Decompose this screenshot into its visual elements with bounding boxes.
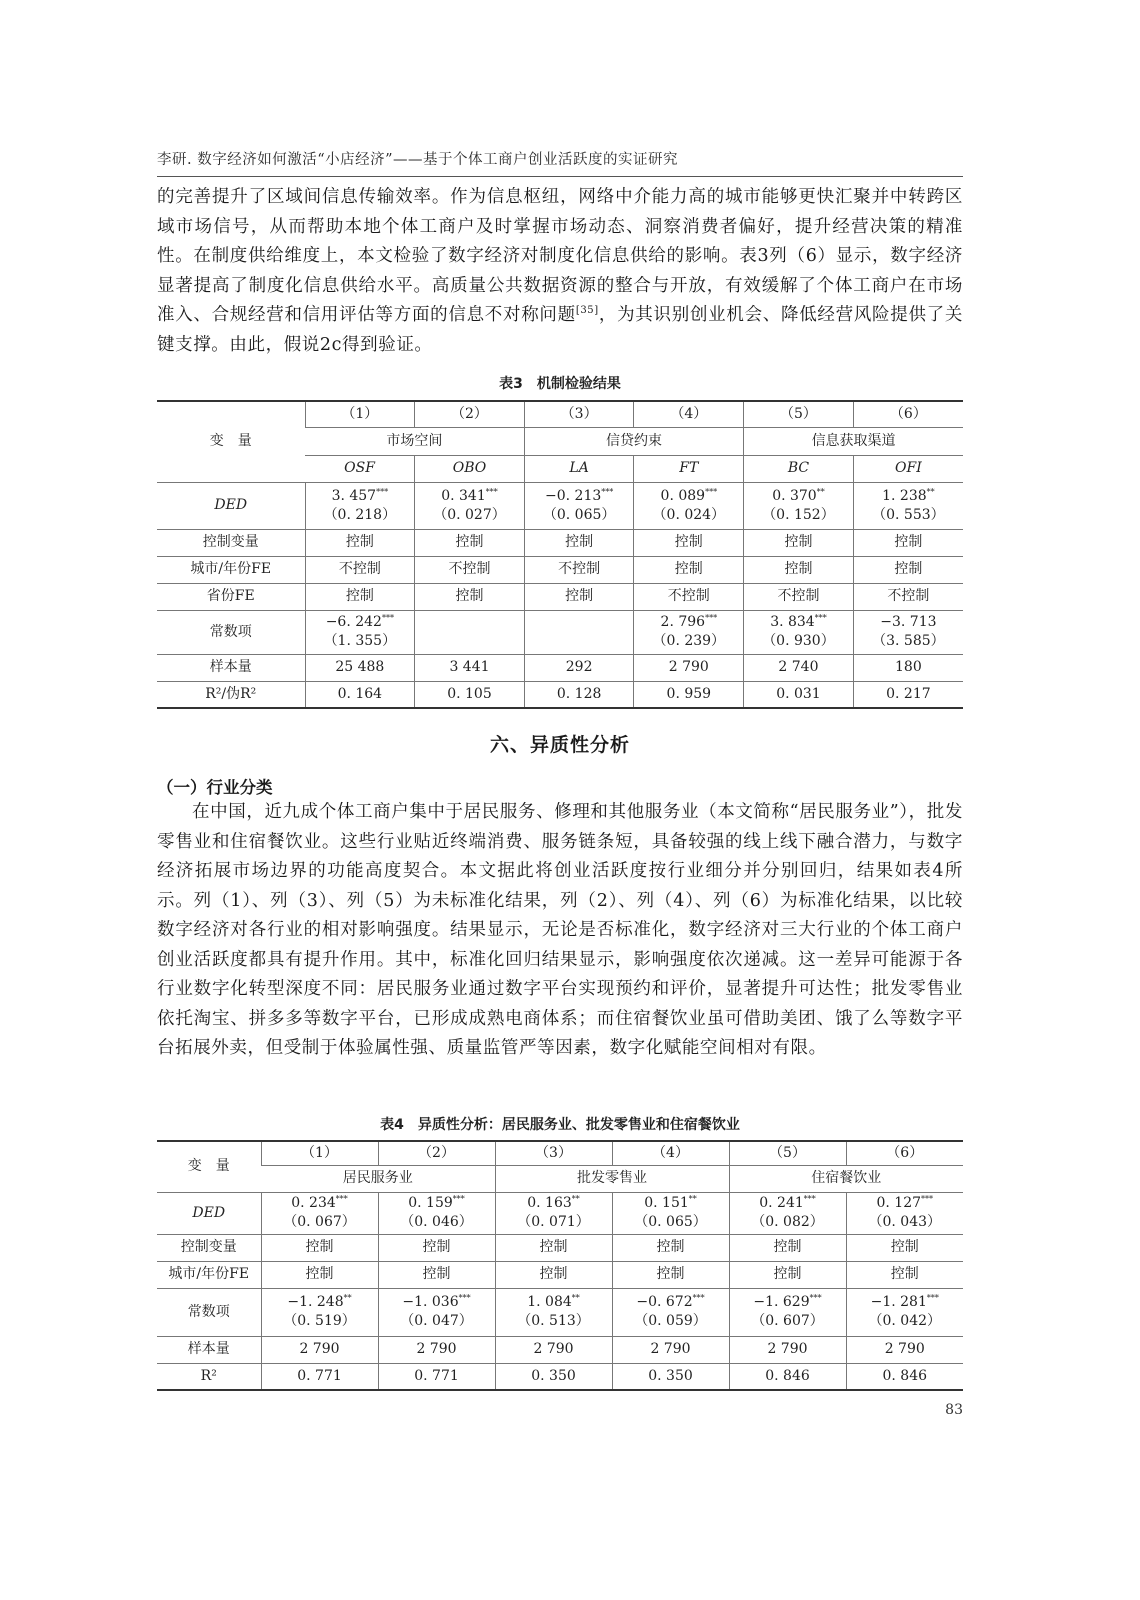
table3-cell: 控制 [744, 529, 854, 556]
table3-cell [853, 482, 963, 529]
table3-colnum: （5） [744, 401, 854, 427]
coefficient: 3. 457 [331, 487, 377, 504]
table3-cell: 不控制 [744, 583, 854, 610]
significance-stars: ** [571, 1293, 580, 1303]
significance-stars: *** [814, 613, 827, 623]
page-number: 83 [945, 1402, 963, 1418]
significance-stars: *** [803, 1194, 816, 1204]
coefficient: 0. 127 [876, 1195, 922, 1211]
standard-error: （0. 042） [868, 1313, 942, 1329]
coefficient: −1. 629 [753, 1294, 810, 1310]
table4-cell: 0. 846 [729, 1363, 846, 1390]
table3-row-label: R²/伪R² [157, 681, 305, 708]
significance-stars: *** [705, 486, 718, 496]
table4-cell [729, 1192, 846, 1234]
standard-error: （0. 218） [323, 506, 397, 523]
table4-var-header: 变 量 [157, 1141, 261, 1192]
table4-colnum: （3） [495, 1141, 612, 1165]
table4-row [157, 1234, 963, 1261]
table3-cell: 不控制 [415, 556, 525, 583]
table3-cell [415, 610, 525, 654]
table3-cell: 0. 959 [634, 681, 744, 708]
standard-error: （0. 043） [868, 1214, 942, 1230]
standard-error: （1. 355） [323, 633, 397, 649]
table3-var-header: 变 量 [157, 401, 305, 482]
table4-row [157, 1261, 963, 1288]
table4-cell: 控制 [846, 1261, 963, 1288]
standard-error: （0. 553） [872, 506, 945, 523]
table4-cell [495, 1192, 612, 1234]
table4-cell: 2 790 [261, 1336, 378, 1363]
table3-cell: 0. 031 [744, 681, 854, 708]
table4-colnum: （6） [846, 1141, 963, 1165]
significance-stars: ** [926, 486, 935, 496]
coefficient: 0. 370 [772, 487, 817, 504]
table4-heterogeneity-results [157, 1140, 963, 1391]
significance-stars: ** [343, 1293, 352, 1303]
table3-row-label: 控制变量 [157, 529, 305, 556]
table3-colnum: （6） [853, 401, 963, 427]
table4-cell [729, 1288, 846, 1336]
table3-depvar: OFI [853, 455, 963, 482]
table3-cell: 控制 [634, 529, 744, 556]
significance-stars: ** [816, 486, 825, 496]
standard-error: （0. 047） [400, 1313, 473, 1329]
table3-cell: 控制 [524, 529, 634, 556]
table4-cell [846, 1192, 963, 1234]
significance-stars: *** [376, 486, 389, 496]
table3-cell [634, 482, 744, 529]
table3-cell [305, 482, 415, 529]
standard-error: （0. 046） [400, 1214, 473, 1230]
table4-cell: 控制 [729, 1234, 846, 1261]
table4-row-label: 城市/年份FE [157, 1261, 261, 1288]
paragraph-industry-classification: 在中国，近九成个体工商户集中于居民服务、修理和其他服务业（本文简称“居民服务业”），批发零售业和住宿餐饮业。这些行业贴近终端消费、服务链条短，具备较强的线上线下融合潜力，与数字经济拓展市场边界的功能高度契合。本文据此将创业活跃度按行业细分并分别回归，结果如表4所示。列（1）、列（3）、列（5）为未标准化结果，列（2）、列（4）、列（6）为标准化结果，以比较数字经济对各行业的相对影响强度。结果显示，无论是否标准化，数字经济对三大行业的个体工商户创业活跃度都具有提升作用。其中，标准化回归结果显示，影响强度依次递减。这一差异可能源于各行业数字化转型深度不同：居民服务业通过数字平台实现预约和评价，显著提升可达性；批发零售业依托淘宝、拼多多等数字平台，已形成成熟电商体系；而住宿餐饮业虽可借助美团、饿了么等数字平台拓展外卖，但受制于体验属性强、质量监管严等因素，数字化赋能空间相对有限。 [157, 802, 963, 1058]
table3-cell: 0. 128 [524, 681, 634, 708]
standard-error: （3. 585） [872, 633, 945, 649]
table3-cell: 不控制 [634, 583, 744, 610]
table3-row-label: 城市/年份FE [157, 556, 305, 583]
standard-error: （0. 071） [517, 1214, 590, 1230]
table3-cell: 控制 [415, 583, 525, 610]
coefficient: 1. 084 [527, 1294, 572, 1310]
table4-cell: 0. 771 [378, 1363, 495, 1390]
table3-colnum: （3） [524, 401, 634, 427]
table4-caption: 表4 异质性分析：居民服务业、批发零售业和住宿餐饮业 [380, 1117, 740, 1133]
coefficient: 0. 241 [759, 1195, 804, 1211]
table4-cell: 控制 [612, 1234, 729, 1261]
table4-cell: 2 790 [612, 1336, 729, 1363]
standard-error: （0. 024） [652, 506, 726, 523]
table4-cell [495, 1288, 612, 1336]
table4-cell: 控制 [846, 1234, 963, 1261]
table3-cell [524, 610, 634, 654]
table4-cell [261, 1192, 378, 1234]
significance-stars: *** [335, 1194, 348, 1204]
table3-cell: 不控制 [524, 556, 634, 583]
table4-row [157, 1336, 963, 1363]
coefficient: 2. 796 [660, 614, 706, 630]
table3-depvar: OSF [305, 455, 415, 482]
table4-group-header: 批发零售业 [495, 1165, 729, 1192]
table3-mechanism-results [157, 400, 963, 709]
table3-cell: 控制 [415, 529, 525, 556]
table3-depvar: FT [634, 455, 744, 482]
standard-error: （0. 519） [283, 1313, 356, 1329]
coefficient: −3. 713 [880, 614, 937, 630]
significance-stars: *** [601, 486, 614, 496]
table4-row-label: DED [157, 1192, 261, 1234]
table4-cell: 控制 [495, 1261, 612, 1288]
table4-cell [261, 1288, 378, 1336]
table3-cell: 0. 164 [305, 681, 415, 708]
table3-cell: 180 [853, 654, 963, 681]
standard-error: （0. 059） [634, 1313, 707, 1329]
coefficient: −0. 672 [636, 1294, 693, 1310]
table3-cell: 0. 105 [415, 681, 525, 708]
table3-cell: 控制 [305, 529, 415, 556]
significance-stars: *** [458, 1293, 471, 1303]
coefficient: −6. 242 [325, 614, 382, 630]
table3-cell [744, 610, 854, 654]
table3-cell: 控制 [305, 583, 415, 610]
table4-cell: 2 790 [495, 1336, 612, 1363]
table3-cell: 控制 [744, 556, 854, 583]
table3-cell [415, 482, 525, 529]
table3-cell [634, 610, 744, 654]
table3-cell: 3 441 [415, 654, 525, 681]
standard-error: （0. 065） [542, 506, 616, 523]
table4-cell [612, 1288, 729, 1336]
coefficient: −1. 248 [287, 1294, 344, 1310]
table3-row [157, 529, 963, 556]
coefficient: −0. 213 [545, 487, 602, 504]
coefficient: 0. 089 [660, 487, 706, 504]
table3-row [157, 654, 963, 681]
significance-stars: *** [809, 1293, 822, 1303]
standard-error: （0. 065） [634, 1214, 707, 1230]
significance-stars: *** [381, 613, 394, 623]
table4-cell: 控制 [612, 1261, 729, 1288]
table4-colnum: （2） [378, 1141, 495, 1165]
standard-error: （0. 930） [762, 633, 835, 649]
table4-cell [378, 1192, 495, 1234]
table3-cell: 2 790 [634, 654, 744, 681]
table3-cell: 不控制 [853, 583, 963, 610]
table3-row [157, 681, 963, 708]
table4-cell [846, 1288, 963, 1336]
table4-group-header: 住宿餐饮业 [729, 1165, 963, 1192]
coefficient: 0. 159 [408, 1195, 453, 1211]
table4-group-header: 居民服务业 [261, 1165, 495, 1192]
coefficient: 0. 163 [527, 1195, 572, 1211]
table3-cell [744, 482, 854, 529]
table4-row [157, 1363, 963, 1390]
table3-cell [305, 610, 415, 654]
table4-cell: 控制 [261, 1261, 378, 1288]
coefficient: 3. 834 [770, 614, 815, 630]
standard-error: （0. 082） [751, 1214, 824, 1230]
table4-row-label: 控制变量 [157, 1234, 261, 1261]
table4-cell: 0. 350 [612, 1363, 729, 1390]
table3-cell [853, 610, 963, 654]
table3-group-header: 信贷约束 [524, 427, 743, 455]
table3-row [157, 556, 963, 583]
table4-cell [612, 1192, 729, 1234]
table3-row-label: 省份FE [157, 583, 305, 610]
table3-row [157, 482, 963, 529]
table3-cell: 292 [524, 654, 634, 681]
coefficient: 0. 341 [441, 487, 486, 504]
table4-cell: 控制 [378, 1234, 495, 1261]
table3-cell: 不控制 [305, 556, 415, 583]
table3-colnum: （4） [634, 401, 744, 427]
table4-cell: 0. 771 [261, 1363, 378, 1390]
table4-cell: 0. 846 [846, 1363, 963, 1390]
table4-cell: 0. 350 [495, 1363, 612, 1390]
table4-row-label: 样本量 [157, 1336, 261, 1363]
paragraph-text: ，为其识别创业机会、降低经营风险提供了关键支撑。由此，假说2c得到验证。 [157, 305, 963, 355]
standard-error: （0. 607） [751, 1313, 824, 1329]
citation-ref[interactable]: [35] [575, 305, 599, 317]
running-head: 李研. 数字经济如何激活“小店经济”——基于个体工商户创业活跃度的实证研究 [157, 148, 963, 177]
significance-stars: *** [926, 1293, 939, 1303]
table3-colnum: （2） [415, 401, 525, 427]
significance-stars: *** [692, 1293, 705, 1303]
coefficient: 1. 238 [882, 487, 927, 504]
table4-row [157, 1288, 963, 1336]
table4-row [157, 1192, 963, 1234]
table4-colnum: （5） [729, 1141, 846, 1165]
coefficient: 0. 151 [644, 1195, 689, 1211]
table3-row [157, 610, 963, 654]
significance-stars: *** [452, 1194, 465, 1204]
standard-error: （0. 027） [433, 506, 506, 523]
standard-error: （0. 239） [652, 633, 726, 649]
section-title: 六、异质性分析 [489, 734, 630, 756]
table3-cell: 控制 [853, 556, 963, 583]
table4-cell: 2 790 [729, 1336, 846, 1363]
table3-cell: 控制 [634, 556, 744, 583]
table3-row-label: DED [157, 482, 305, 529]
table3-cell [524, 482, 634, 529]
table3-row-label: 常数项 [157, 610, 305, 654]
table3-colnum: （1） [305, 401, 415, 427]
table4-cell [378, 1288, 495, 1336]
table4-cell: 2 790 [378, 1336, 495, 1363]
significance-stars: *** [485, 486, 498, 496]
table4-cell: 控制 [261, 1234, 378, 1261]
table3-depvar: OBO [415, 455, 525, 482]
table3-cell: 2 740 [744, 654, 854, 681]
table4-colnum: （4） [612, 1141, 729, 1165]
table4-cell: 控制 [378, 1261, 495, 1288]
table4-colnum: （1） [261, 1141, 378, 1165]
coefficient: −1. 036 [402, 1294, 459, 1310]
standard-error: （0. 067） [283, 1214, 356, 1230]
table3-depvar: LA [524, 455, 634, 482]
standard-error: （0. 513） [517, 1313, 590, 1329]
table3-caption: 表3 机制检验结果 [499, 376, 621, 392]
table3-row [157, 583, 963, 610]
coefficient: −1. 281 [870, 1294, 927, 1310]
table3-group-header: 市场空间 [305, 427, 524, 455]
table3-cell: 控制 [853, 529, 963, 556]
significance-stars: ** [688, 1194, 697, 1204]
table4-cell: 2 790 [846, 1336, 963, 1363]
coefficient: 0. 234 [291, 1195, 336, 1211]
significance-stars: ** [571, 1194, 580, 1204]
table3-cell: 25 488 [305, 654, 415, 681]
significance-stars: *** [921, 1194, 934, 1204]
table3-depvar: BC [744, 455, 854, 482]
standard-error: （0. 152） [762, 506, 835, 523]
table4-cell: 控制 [495, 1234, 612, 1261]
subsection-title: （一）行业分类 [157, 778, 273, 797]
table3-row-label: 样本量 [157, 654, 305, 681]
table3-cell: 控制 [524, 583, 634, 610]
table3-cell: 0. 217 [853, 681, 963, 708]
table3-group-header: 信息获取渠道 [744, 427, 963, 455]
significance-stars: *** [705, 613, 718, 623]
paragraph-text: 的完善提升了区域间信息传输效率。作为信息枢纽，网络中介能力高的城市能够更快汇聚并中转跨区域市场信号，从而帮助本地个体工商户及时掌握市场动态、洞察消费者偏好，提升经营决策的精准性。在制度供给维度上，本文检验了数字经济对制度化信息供给的影响。表3列（6）显示，数字经济显著提高了制度化信息供给水平。高质量公共数据资源的整合与开放，有效缓解了个体工商户在市场准入、合规经营和信用评估等方面的信息不对称问题 [157, 187, 963, 325]
table4-row-label: 常数项 [157, 1288, 261, 1336]
table4-cell: 控制 [729, 1261, 846, 1288]
table4-row-label: R² [157, 1363, 261, 1390]
paragraph-mechanism-conclusion [157, 183, 963, 360]
